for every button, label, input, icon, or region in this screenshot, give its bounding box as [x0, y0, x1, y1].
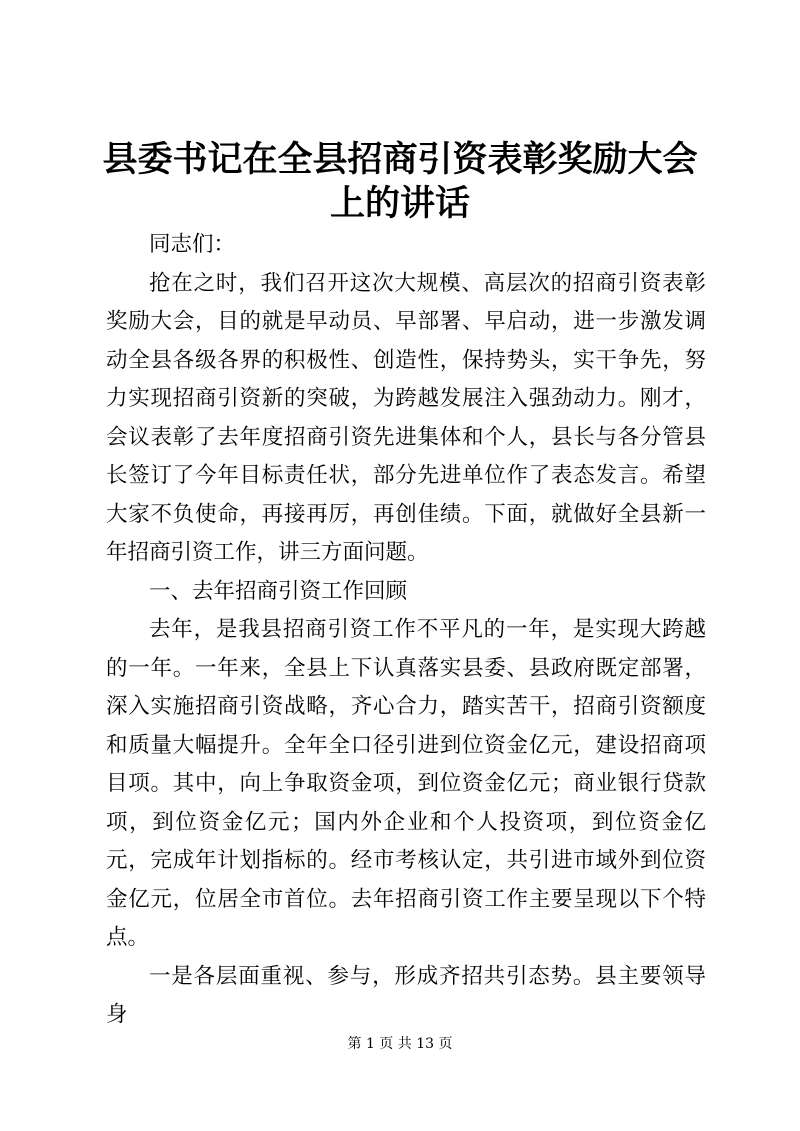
intro-paragraph: 抢在之时，我们召开这次大规模、高层次的招商引资表彰奖励大会，目的就是早动员、早部署、早启动，进一步激发调动全县各级各界的积极性、创造性，保持势头，实干争先，努力实现招商引资新的突破，为跨越发展注入强劲动力。刚才，会议表彰了去年度招商引资先进集体和个人，县长与各分管县长签订了今年目标责任状，部分先进单位作了表态发言。希望大家不负使命，再接再厉，再创佳绩。下面，就做好全县新一年招商引资工作，讲三方面问题。 — [106, 270, 706, 565]
feature-paragraph: 一是各层面重视、参与，形成齐招共引态势。县主要领导身 — [106, 963, 706, 1027]
section-heading: 一、去年招商引资工作回顾 — [149, 578, 408, 604]
document-title: 县委书记在全县招商引资表彰奖励大会上的讲话 — [102, 139, 698, 224]
document-body — [106, 226, 706, 1035]
review-paragraph: 去年，是我县招商引资工作不平凡的一年，是实现大跨越的一年。一年来，全县上下认真落实县委、县政府既定部署，深入实施招商引资战略，齐心合力，踏实苦干，招商引资额度和质量大幅提升。全年全口径引进到位资金亿元，建设招商项目项。其中，向上争取资金项，到位资金亿元；商业银行贷款项，到位资金亿元；国内外企业和个人投资项，到位资金亿元，完成年计划指标的。经市考核认定，共引进市域外到位资金亿元，位居全市首位。去年招商引资工作主要呈现以下个特点。 — [106, 617, 706, 950]
salutation-paragraph: 同志们： — [149, 232, 236, 257]
page-number-footer: 第 1 页 共 13 页 — [347, 1036, 453, 1052]
